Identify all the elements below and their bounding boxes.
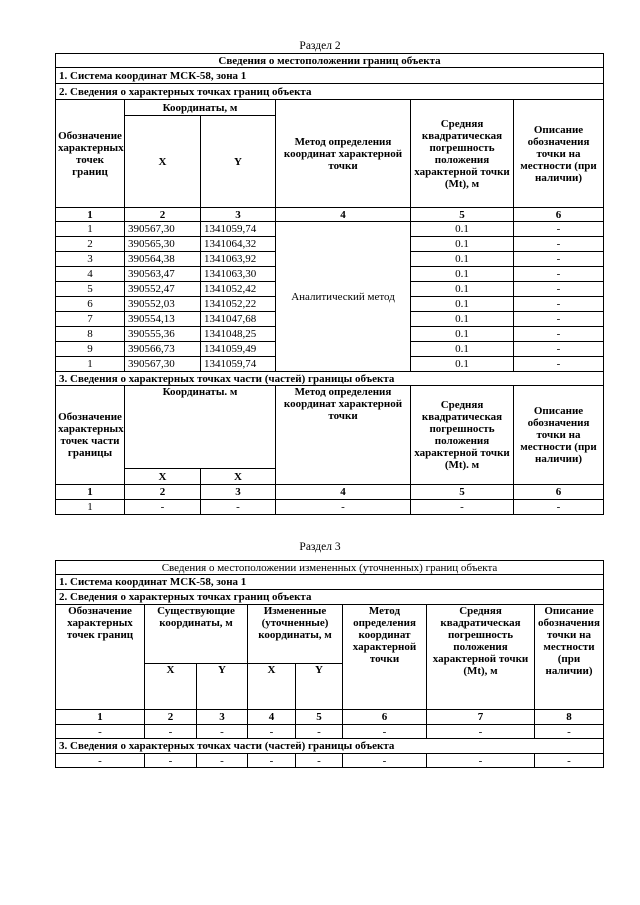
point-description: - bbox=[514, 297, 604, 312]
col-y-header: Y bbox=[201, 116, 276, 208]
point-x: 390563,47 bbox=[125, 267, 201, 282]
point-number: 6 bbox=[56, 297, 125, 312]
table-cell: - bbox=[427, 754, 535, 768]
parts-col-designation-header: Обозначение характерных точек части границы bbox=[56, 386, 125, 485]
point-error: 0.1 bbox=[411, 282, 514, 297]
col-number: 2 bbox=[125, 485, 201, 500]
section3-points-heading: 2. Сведения о характерных точках границ объекта bbox=[56, 590, 604, 605]
point-number: 4 bbox=[56, 267, 125, 282]
point-description: - bbox=[514, 357, 604, 372]
point-description: - bbox=[514, 237, 604, 252]
point-number: 8 bbox=[56, 327, 125, 342]
table-row bbox=[56, 754, 604, 768]
point-number: 1 bbox=[56, 357, 125, 372]
point-y: 1341052,42 bbox=[201, 282, 276, 297]
parts-col-coords-header: Координаты. м bbox=[125, 386, 276, 469]
point-error: 0.1 bbox=[411, 267, 514, 282]
point-description: - bbox=[514, 282, 604, 297]
point-number: 9 bbox=[56, 342, 125, 357]
point-number: 7 bbox=[56, 312, 125, 327]
table-cell: - bbox=[276, 500, 411, 515]
col-coords-header: Координаты, м bbox=[125, 100, 276, 116]
col-number: 6 bbox=[514, 485, 604, 500]
section3-table bbox=[55, 560, 604, 768]
col-description-header: Описание обозначения точки на местности (при наличии) bbox=[514, 100, 604, 208]
table-cell: - bbox=[296, 725, 343, 739]
section2-coordinate-system: 1. Система координат МСК-58, зона 1 bbox=[56, 68, 604, 84]
point-y: 1341048,25 bbox=[201, 327, 276, 342]
col-number: 4 bbox=[248, 710, 296, 725]
table-row bbox=[56, 500, 604, 515]
table-cell: - bbox=[197, 754, 248, 768]
point-y: 1341063,92 bbox=[201, 252, 276, 267]
point-x: 390567,30 bbox=[125, 222, 201, 237]
parts-col-x-header: X bbox=[125, 469, 201, 485]
point-description: - bbox=[514, 312, 604, 327]
col-number: 1 bbox=[56, 485, 125, 500]
s3-col-existing-header: Существующие координаты, м bbox=[145, 605, 248, 664]
s3-col-y2-header: Y bbox=[296, 664, 343, 710]
parts-col-y-header: X bbox=[201, 469, 276, 485]
column-numbers-row bbox=[56, 208, 604, 222]
col-number: 3 bbox=[197, 710, 248, 725]
table-cell: - bbox=[411, 500, 514, 515]
point-number: 3 bbox=[56, 252, 125, 267]
col-number: 7 bbox=[427, 710, 535, 725]
point-description: - bbox=[514, 342, 604, 357]
table-cell: - bbox=[125, 500, 201, 515]
col-number: 1 bbox=[56, 208, 125, 222]
col-number: 5 bbox=[411, 208, 514, 222]
point-x: 390552,03 bbox=[125, 297, 201, 312]
point-error: 0.1 bbox=[411, 312, 514, 327]
point-error: 0.1 bbox=[411, 342, 514, 357]
col-method-header: Метод определения координат характерной точки bbox=[276, 100, 411, 208]
table-row bbox=[56, 222, 604, 237]
method-value: Аналитический метод bbox=[276, 222, 411, 372]
table-cell: - bbox=[145, 725, 197, 739]
point-description: - bbox=[514, 222, 604, 237]
col-number: 5 bbox=[411, 485, 514, 500]
table-cell: - bbox=[514, 500, 604, 515]
col-number: 2 bbox=[125, 208, 201, 222]
col-number: 6 bbox=[514, 208, 604, 222]
table-cell: - bbox=[427, 725, 535, 739]
table-cell: 1 bbox=[56, 500, 125, 515]
point-x: 390564,38 bbox=[125, 252, 201, 267]
column-numbers-row bbox=[56, 710, 604, 725]
col-number: 3 bbox=[201, 485, 276, 500]
table-cell: - bbox=[201, 500, 276, 515]
table-cell: - bbox=[535, 754, 604, 768]
table-cell: - bbox=[248, 725, 296, 739]
section3-parts-heading: 3. Сведения о характерных точках части (частей) границы объекта bbox=[56, 739, 604, 754]
col-number: 6 bbox=[343, 710, 427, 725]
col-number: 4 bbox=[276, 485, 411, 500]
parts-col-error-header: Средняя квадратическая погрешность положения характерной точки (Mt). м bbox=[411, 386, 514, 485]
point-number: 5 bbox=[56, 282, 125, 297]
point-error: 0.1 bbox=[411, 327, 514, 342]
point-error: 0.1 bbox=[411, 357, 514, 372]
point-x: 390565,30 bbox=[125, 237, 201, 252]
point-y: 1341064,32 bbox=[201, 237, 276, 252]
table-row bbox=[56, 725, 604, 739]
col-x-header: X bbox=[125, 116, 201, 208]
section3-coordinate-system: 1. Система координат МСК-58, зона 1 bbox=[56, 575, 604, 590]
table-cell: - bbox=[56, 725, 145, 739]
col-number: 8 bbox=[535, 710, 604, 725]
s3-col-designation-header: Обозначение характерных точек границ bbox=[56, 605, 145, 710]
section2-parts-heading: 3. Сведения о характерных точках части (частей) границы объекта bbox=[56, 372, 604, 386]
col-number: 3 bbox=[201, 208, 276, 222]
point-x: 390552,47 bbox=[125, 282, 201, 297]
col-number: 2 bbox=[145, 710, 197, 725]
col-number: 1 bbox=[56, 710, 145, 725]
table-cell: - bbox=[145, 754, 197, 768]
point-error: 0.1 bbox=[411, 297, 514, 312]
point-y: 1341063,30 bbox=[201, 267, 276, 282]
table-cell: - bbox=[343, 725, 427, 739]
section2-points-heading: 2. Сведения о характерных точках границ объекта bbox=[56, 84, 604, 100]
section3-heading: Раздел 3 bbox=[299, 541, 341, 553]
point-error: 0.1 bbox=[411, 252, 514, 267]
table-cell: - bbox=[535, 725, 604, 739]
point-error: 0.1 bbox=[411, 237, 514, 252]
s3-col-method-header: Метод определения координат характерной точки bbox=[343, 605, 427, 710]
table-cell: - bbox=[197, 725, 248, 739]
point-x: 390555,36 bbox=[125, 327, 201, 342]
point-number: 2 bbox=[56, 237, 125, 252]
point-number: 1 bbox=[56, 222, 125, 237]
col-number: 5 bbox=[296, 710, 343, 725]
s3-col-error-header: Средняя квадратическая погрешность положения характерной точки (Mt), м bbox=[427, 605, 535, 710]
point-description: - bbox=[514, 252, 604, 267]
section2-heading: Раздел 2 bbox=[299, 40, 341, 52]
parts-col-method-header: Метод определения координат характерной точки bbox=[276, 386, 411, 485]
point-x: 390567,30 bbox=[125, 357, 201, 372]
s3-col-description-header: Описание обозначения точки на местности (при наличии) bbox=[535, 605, 604, 710]
table-cell: - bbox=[56, 754, 145, 768]
s3-col-changed-header: Измененные (уточненные) координаты, м bbox=[248, 605, 343, 664]
parts-col-description-header: Описание обозначения точки на местности (при наличии) bbox=[514, 386, 604, 485]
col-designation-header: Обозначение характерных точек границ bbox=[56, 100, 125, 208]
point-description: - bbox=[514, 267, 604, 282]
point-error: 0.1 bbox=[411, 222, 514, 237]
s3-col-y1-header: Y bbox=[197, 664, 248, 710]
column-numbers-row bbox=[56, 485, 604, 500]
table-cell: - bbox=[296, 754, 343, 768]
point-y: 1341059,74 bbox=[201, 222, 276, 237]
point-y: 1341059,74 bbox=[201, 357, 276, 372]
col-number: 4 bbox=[276, 208, 411, 222]
section3-title: Сведения о местоположении измененных (уточненных) границ объекта bbox=[56, 561, 604, 575]
col-error-header: Средняя квадратическая погрешность положения характерной точки (Mt), м bbox=[411, 100, 514, 208]
point-y: 1341047,68 bbox=[201, 312, 276, 327]
point-y: 1341052,22 bbox=[201, 297, 276, 312]
point-x: 390566,73 bbox=[125, 342, 201, 357]
s3-col-x1-header: X bbox=[145, 664, 197, 710]
point-x: 390554,13 bbox=[125, 312, 201, 327]
s3-col-x2-header: X bbox=[248, 664, 296, 710]
section2-title: Сведения о местоположении границ объекта bbox=[56, 54, 604, 68]
point-y: 1341059,49 bbox=[201, 342, 276, 357]
table-cell: - bbox=[343, 754, 427, 768]
section2-table bbox=[55, 53, 604, 515]
point-description: - bbox=[514, 327, 604, 342]
table-cell: - bbox=[248, 754, 296, 768]
